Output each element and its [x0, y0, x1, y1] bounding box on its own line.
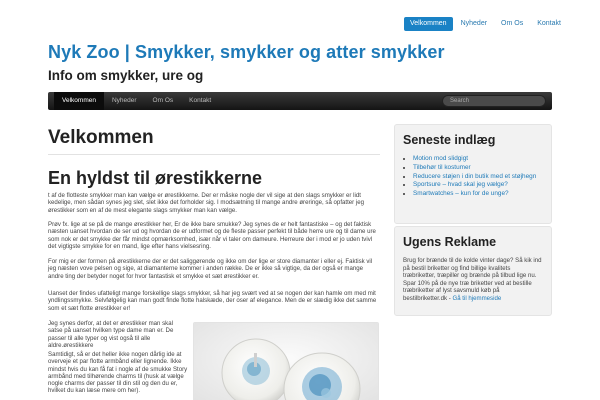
recent-post-link[interactable]: Reducere støjen i din butik med et støjhegn: [413, 172, 537, 180]
recent-post-link[interactable]: Tilbehør til kostumer: [413, 163, 471, 171]
main-nav: [48, 92, 552, 110]
paragraph-6: Samtidigt, så er det heller ikke nogen dårlig ide at overveje et par flotte armbånd eller lignende. Ikke mindst hvis du kan få fat i nogle af de smukke Story armbånd med tilhørende charms til (husk at vælge nogle charms der passer til din stil og den du er, hvilket du kan læse mere om her).: [48, 351, 188, 395]
earrings-illustration: [194, 323, 379, 400]
top-nav-velkommen[interactable]: Velkommen: [404, 17, 453, 31]
list-item: [413, 164, 543, 173]
site-description: Info om smykker, ure og: [48, 68, 204, 83]
recent-posts-widget: [394, 124, 552, 224]
list-item: [413, 173, 543, 182]
ad-link[interactable]: Gå til hjemmeside: [452, 294, 502, 302]
weekly-ad-title: Ugens Reklame: [403, 235, 497, 249]
recent-post-link[interactable]: Sportsure – hvad skal jeg vælge?: [413, 181, 508, 189]
recent-posts-title: Seneste indlæg: [403, 133, 496, 147]
site-title[interactable]: Nyk Zoo | Smykker, smykker og atter smykker: [48, 42, 445, 62]
title-divider: [48, 154, 380, 155]
paragraph-1: t af de flotteste smykker man kan vælge er ørestikkerne. Der er måske nogle der vil sige at den slags smykker er lidt kedelige, men sådan synes jeg slet, slet ikke det forholder sig. I modsætning til mange andre øreringe, så opfatter jeg ørestikker som en af de mest elegante slags smykker man kan vælge.: [48, 192, 365, 214]
page-title: Velkommen: [48, 127, 154, 148]
recent-post-link[interactable]: Smartwatches – kun for de unge?: [413, 190, 509, 198]
ad-body: Brug for brænde til de kolde vinter dage? Så kik ind på bestil briketter og find billige kvalitets træbriketter, træpiller og brænde på tilbud lige nu. Spar 10% på de nye træ briketter ved at bestille træbriketter af lyst savsmuld køb på bestilbriketter.dk -: [403, 257, 542, 302]
recent-post-link[interactable]: Motion mod slidgigt: [413, 155, 469, 162]
list-item: [413, 181, 543, 190]
weekly-ad-widget: [394, 226, 552, 316]
search-input[interactable]: Search: [442, 95, 546, 107]
post-title: En hyldst til ørestikkerne: [48, 168, 263, 188]
paragraph-2: Prøv fx. lige at se på de mange ørestikker her, Er de ikke bare smukke? Jeg synes de er helt fantastiske – og det faktisk næsten uanset hvordan de ser ud og hvordan de er udformet og de fleste passer perfekt til både herre ure og til dame ure som nok er det smykke der får mindst opmærksomhed, især når vi taler om dameure. Herreure der i mod er jo uden tvivl det vigtigste smykke for en mand, lige efter hans vielsesring.: [48, 221, 376, 250]
main-nav-nyheder[interactable]: Nyheder: [111, 97, 137, 104]
main-nav-velkommen[interactable]: Velkommen: [54, 92, 104, 110]
paragraph-4: Uanset der findes ufatteligt mange forskellige slags smykker, så har jeg svært ved at se nogen der kan hamle om med mit yndlingssmykke. Selvfølgelig kan man godt finde flotte halskæde, der oser af elegance. Men de er slædig ikke det samme som et sæt flotte ørestikker er!: [48, 290, 377, 312]
list-item: [413, 155, 543, 164]
earrings-photo: [193, 322, 379, 400]
recent-posts-list: [403, 155, 543, 199]
list-item: [413, 190, 543, 199]
main-nav-kontakt[interactable]: Kontakt: [189, 97, 212, 104]
top-nav-kontakt[interactable]: Kontakt: [537, 20, 561, 27]
paragraph-5: Jeg synes derfor, at det er ørestikker man skal satse på uanset hvilken type dame man er. De passer til alle typer og vist også til alle aldre.ørestikkere: [48, 320, 174, 349]
paragraph-3: For mig er der formen på ørestikkerne der er det saliggørende og ikke om der lige er store diamanter i eller ej. Faktisk vil jeg næsten vove pelsen og sige, at diamanterne kommer i anden række. De er ikke så vigtige, da der også er mange andre ting der betyder noget for hvor fantastisk et smykke et sæt ørestikker er.: [48, 258, 373, 280]
weekly-ad-text: [403, 257, 543, 303]
top-nav-nyheder[interactable]: Nyheder: [460, 20, 488, 27]
top-nav-om-os[interactable]: Om Os: [501, 20, 524, 27]
main-nav-om-os[interactable]: Om Os: [152, 97, 174, 104]
top-nav: [404, 17, 567, 31]
